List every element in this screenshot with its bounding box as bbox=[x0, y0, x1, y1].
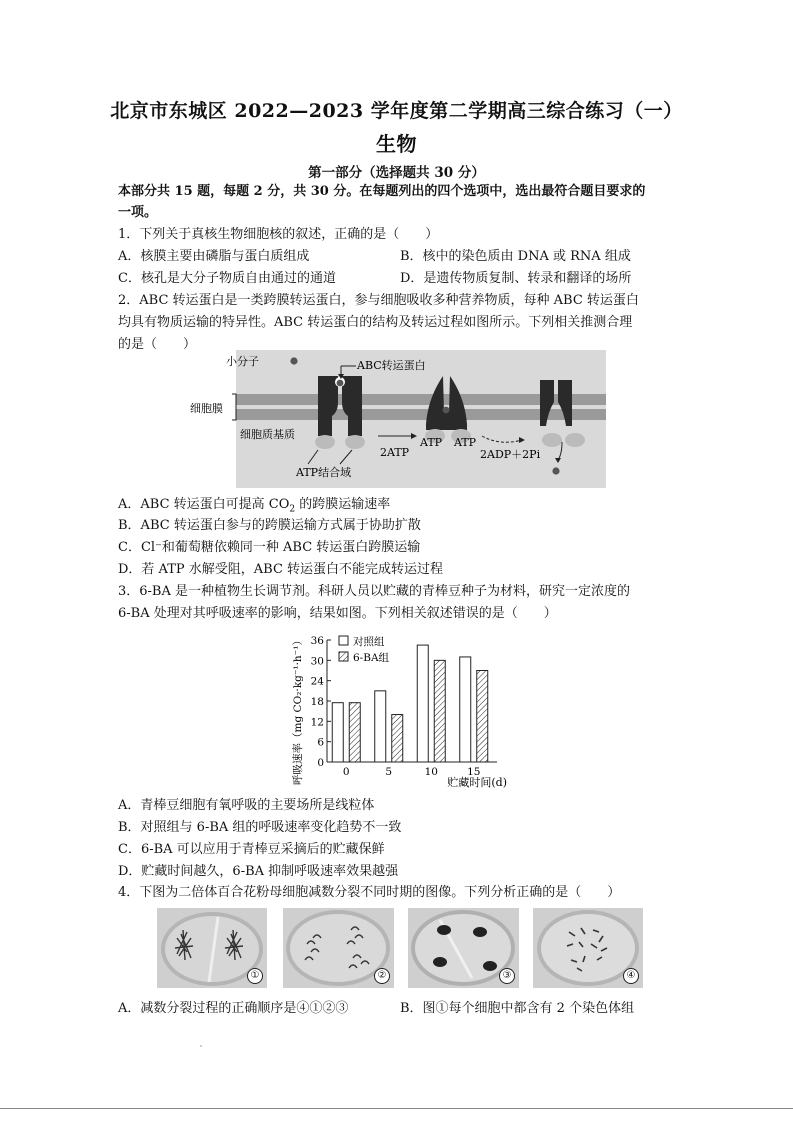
chart-legend-label: 6-BA组 bbox=[353, 652, 390, 664]
q3-stem-2: 6-BA 处理对其呼吸速率的影响，结果如图。下列相关叙述错误的是（ ） bbox=[118, 606, 557, 621]
chart-y-tick-label: 36 bbox=[310, 635, 324, 647]
abc-protein-label: ABC转运蛋白 bbox=[357, 359, 426, 372]
chart-bar-treatment bbox=[434, 660, 445, 762]
chart-legend-swatch bbox=[339, 652, 348, 661]
q4-stem: 4．下图为二倍体百合花粉母细胞减数分裂不同时期的图像。下列分析正确的是（ ） bbox=[118, 885, 621, 900]
micrograph-1-label: ① bbox=[247, 968, 263, 984]
chart-x-tick-label: 5 bbox=[385, 766, 393, 778]
small-molecule-label: 小分子 bbox=[226, 355, 259, 368]
q2-option-c: C．Cl⁻和葡萄糖依赖同一种 ABC 转运蛋白跨膜运输 bbox=[118, 540, 421, 555]
micrograph-3-label: ③ bbox=[499, 968, 515, 984]
chart-x-tick-label: 0 bbox=[342, 766, 350, 778]
chart-bar-control bbox=[332, 703, 343, 762]
instruction-line-2: 一项。 bbox=[118, 205, 158, 220]
paper-subject: 生物 bbox=[376, 132, 417, 156]
atp-domain-label: ATP结合域 bbox=[296, 466, 352, 479]
chart-bar-treatment bbox=[477, 671, 488, 763]
micrograph-1 bbox=[157, 908, 267, 988]
chart-x-axis-label: 贮藏时间(d) bbox=[447, 776, 507, 789]
chart-y-tick-label: 6 bbox=[317, 736, 324, 749]
q3-option-d: D．贮藏时间越久，6-BA 抑制呼吸速率效果越强 bbox=[118, 864, 399, 879]
page-bottom-rule bbox=[0, 1108, 793, 1109]
paper-title: 北京市东城区 2022—2023 学年度第二学期高三综合练习（一） bbox=[110, 100, 683, 122]
q1-option-d: D．是遗传物质复制、转录和翻译的场所 bbox=[400, 271, 632, 286]
micrograph-2-label: ② bbox=[374, 968, 390, 984]
chart-y-tick-label: 30 bbox=[310, 655, 324, 668]
q2-stem-1: 2．ABC 转运蛋白是一类跨膜转运蛋白，参与细胞吸收多种营养物质，每种 ABC 转运蛋白 bbox=[118, 293, 639, 308]
atp-label-b: ATP bbox=[454, 436, 477, 449]
membrane-label: 细胞膜 bbox=[190, 402, 223, 415]
q3-option-a: A．青棒豆细胞有氧呼吸的主要场所是线粒体 bbox=[118, 798, 375, 813]
released-molecule-dot bbox=[552, 467, 559, 474]
chart-bar-treatment bbox=[349, 703, 360, 762]
q2-option-d: D．若 ATP 水解受阻，ABC 转运蛋白不能完成转运过程 bbox=[118, 562, 444, 577]
q1-option-a: A．核膜主要由磷脂与蛋白质组成 bbox=[118, 249, 310, 264]
q4-option-b: B．图①每个细胞中都含有 2 个染色体组 bbox=[400, 1001, 635, 1016]
q4-option-a: A．减数分裂过程的正确顺序是④①②③ bbox=[118, 1001, 349, 1016]
atp-label-a: ATP bbox=[420, 436, 443, 449]
chart-x-tick-label: 15 bbox=[467, 766, 481, 778]
q2-stem-2: 均具有物质运输的特异性。ABC 转运蛋白的结构及转运过程如图所示。下列相关推测合理 bbox=[118, 315, 633, 330]
adp-label: 2ADP＋2Pi bbox=[480, 448, 541, 461]
chart-y-axis-label: 呼吸速率（mg CO₂·kg⁻¹·h⁻¹） bbox=[292, 635, 304, 785]
chart-bar-treatment bbox=[392, 715, 403, 762]
chart-y-tick-label: 18 bbox=[310, 696, 324, 708]
q1-option-c: C．核孔是大分子物质自由通过的通道 bbox=[118, 271, 336, 286]
q3-option-c: C．6-BA 可以应用于青棒豆采摘后的贮藏保鲜 bbox=[118, 842, 385, 857]
chart-y-tick-label: 0 bbox=[317, 757, 324, 769]
micrograph-4 bbox=[533, 908, 643, 988]
micrograph-4-label: ④ bbox=[623, 968, 639, 984]
chart-bar-control bbox=[417, 645, 428, 762]
q1-stem: 1．下列关于真核生物细胞核的叙述，正确的是（ ） bbox=[118, 227, 439, 242]
chart-y-tick-label: 24 bbox=[310, 675, 324, 688]
chart-legend-label: 对照组 bbox=[353, 636, 385, 648]
q3-stem-1: 3．6-BA 是一种植物生长调节剂。科研人员以贮藏的青棒豆种子为材料，研究一定浓度的 bbox=[118, 584, 631, 599]
chart-bar-control bbox=[375, 691, 386, 762]
q3-option-b: B．对照组与 6-BA 组的呼吸速率变化趋势不一致 bbox=[118, 820, 402, 835]
abc-transporter-diagram bbox=[190, 350, 606, 488]
micrograph-2 bbox=[283, 908, 394, 988]
micrograph-3 bbox=[408, 908, 519, 988]
stray-dot bbox=[200, 1045, 202, 1047]
small-molecule-dot bbox=[290, 357, 297, 364]
atp2-label: 2ATP bbox=[380, 446, 410, 459]
chart-bar-control bbox=[460, 657, 471, 762]
q2-option-a: A．ABC 转运蛋白可提高 $CO_2$ 的跨膜运输速率 bbox=[118, 497, 391, 515]
q2-option-b: B．ABC 转运蛋白参与的跨膜运输方式属于协助扩散 bbox=[118, 518, 421, 533]
q1-option-b: B．核中的染色质由 DNA 或 RNA 组成 bbox=[400, 249, 631, 264]
respiration-rate-chart bbox=[285, 628, 515, 796]
q2-stem-3: 的是（ ） bbox=[118, 337, 197, 352]
instruction-line-1: 本部分共 15 题，每题 2 分，共 30 分。在每题列出的四个选项中，选出最符合题目要求的 bbox=[118, 184, 646, 199]
section-heading: 第一部分（选择题共 30 分） bbox=[308, 165, 485, 181]
chart-y-tick-label: 12 bbox=[310, 716, 324, 729]
cytoplasm-label: 细胞质基质 bbox=[240, 428, 295, 441]
chart-x-tick-label: 10 bbox=[424, 766, 438, 778]
chart-legend-swatch bbox=[339, 636, 348, 645]
